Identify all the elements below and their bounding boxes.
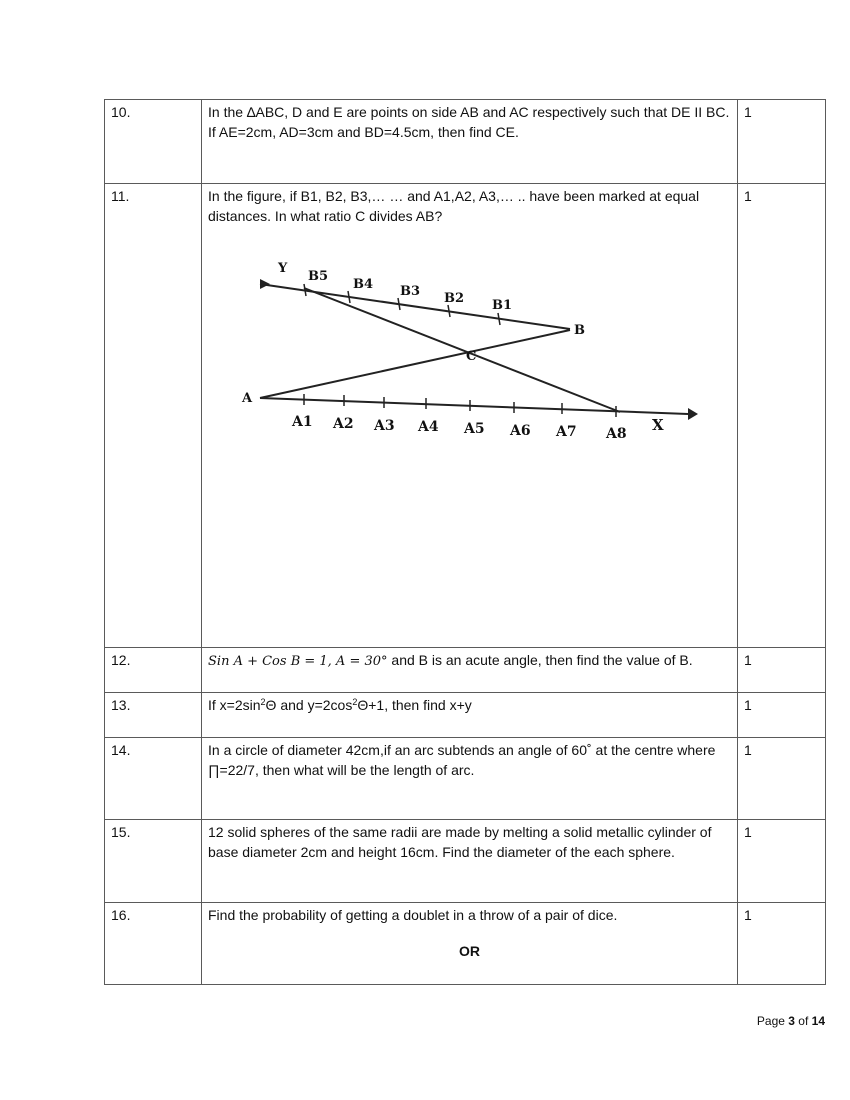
question-row-12 [105, 648, 826, 693]
question-number: 16. [105, 903, 202, 985]
label-b5: B5 [308, 269, 329, 284]
question-row-16 [105, 903, 826, 985]
label-y: Y [278, 261, 288, 276]
question-number: 14. [105, 738, 202, 820]
label-a6: A6 [510, 423, 531, 439]
page-current: 3 [788, 1014, 795, 1028]
label-b: B [574, 323, 585, 338]
question-text: In the ∆ABC, D and E are points on side AB and AC respectively such that DE II BC. If AE=2cm, AD=3cm and BD=4.5cm, then find CE. [202, 100, 738, 184]
question-cell [202, 648, 738, 693]
segment-ab-line [260, 330, 570, 398]
arrow-x-icon [688, 408, 698, 420]
math-expression: Sin A + Cos B = 1, A = 30° [208, 654, 388, 669]
question-cell [202, 693, 738, 738]
question-cell [202, 184, 738, 648]
geometry-figure [208, 230, 728, 440]
page-total: 14 [811, 1014, 825, 1028]
label-a2: A2 [333, 416, 354, 432]
question-cell [202, 903, 738, 985]
question-table [104, 99, 826, 985]
label-a8: A8 [606, 426, 627, 440]
label-a7: A7 [556, 424, 577, 440]
question-row-11 [105, 184, 826, 648]
superscript: 2 [260, 697, 266, 707]
label-b4: B4 [353, 277, 374, 292]
question-marks: 1 [738, 820, 826, 903]
label-a: A [242, 391, 253, 406]
arrow-y-icon [260, 279, 270, 289]
label-a4: A4 [418, 419, 439, 435]
label-b2: B2 [444, 291, 465, 306]
question-number: 13. [105, 693, 202, 738]
superscript: 2 [352, 697, 358, 707]
page-prefix: Page [756, 1014, 789, 1028]
question-text: Find the probability of getting a doublet in a throw of a pair of dice. [208, 907, 618, 923]
question-text: In the figure, if B1, B2, B3,… … and A1,A2, A3,… .. have been marked at equal distances. In what ratio C divides AB? [208, 188, 700, 224]
question-row-15 [105, 820, 826, 903]
label-a1: A1 [292, 414, 313, 430]
question-text: Θ and y=2cos [265, 697, 353, 713]
question-marks: 1 [738, 648, 826, 693]
question-marks: 1 [738, 693, 826, 738]
question-marks: 1 [738, 100, 826, 184]
label-c: C [466, 349, 477, 364]
question-row-10 [105, 100, 826, 184]
question-text: 12 solid spheres of the same radii are made by melting a solid metallic cylinder of base diameter 2cm and height 16cm. Find the diameter of the each sphere. [202, 820, 738, 903]
question-text: Θ+1, then find x+y [357, 697, 472, 713]
label-x: X [652, 416, 664, 434]
question-marks: 1 [738, 184, 826, 648]
page-number [757, 1014, 825, 1028]
label-a5: A5 [464, 421, 485, 437]
question-number: 10. [105, 100, 202, 184]
label-b1: B1 [492, 298, 513, 313]
or-separator: OR [459, 943, 480, 959]
label-b3: B3 [400, 284, 421, 299]
label-a3: A3 [374, 418, 395, 434]
question-text: and B is an acute angle, then find the value of B. [387, 652, 693, 668]
question-text: In a circle of diameter 42cm,if an arc subtends an angle of 60˚ at the centre where ∏=22/7, then what will be the length of arc. [202, 738, 738, 820]
question-number: 15. [105, 820, 202, 903]
question-marks: 1 [738, 903, 826, 985]
question-marks: 1 [738, 738, 826, 820]
question-row-13 [105, 693, 826, 738]
question-row-14 [105, 738, 826, 820]
question-text: If x=2sin [208, 697, 261, 713]
question-number: 11. [105, 184, 202, 648]
segment-b5a8-line [304, 288, 620, 412]
question-number: 12. [105, 648, 202, 693]
page-middle: of [794, 1014, 812, 1028]
ray-ax-line [260, 398, 688, 414]
